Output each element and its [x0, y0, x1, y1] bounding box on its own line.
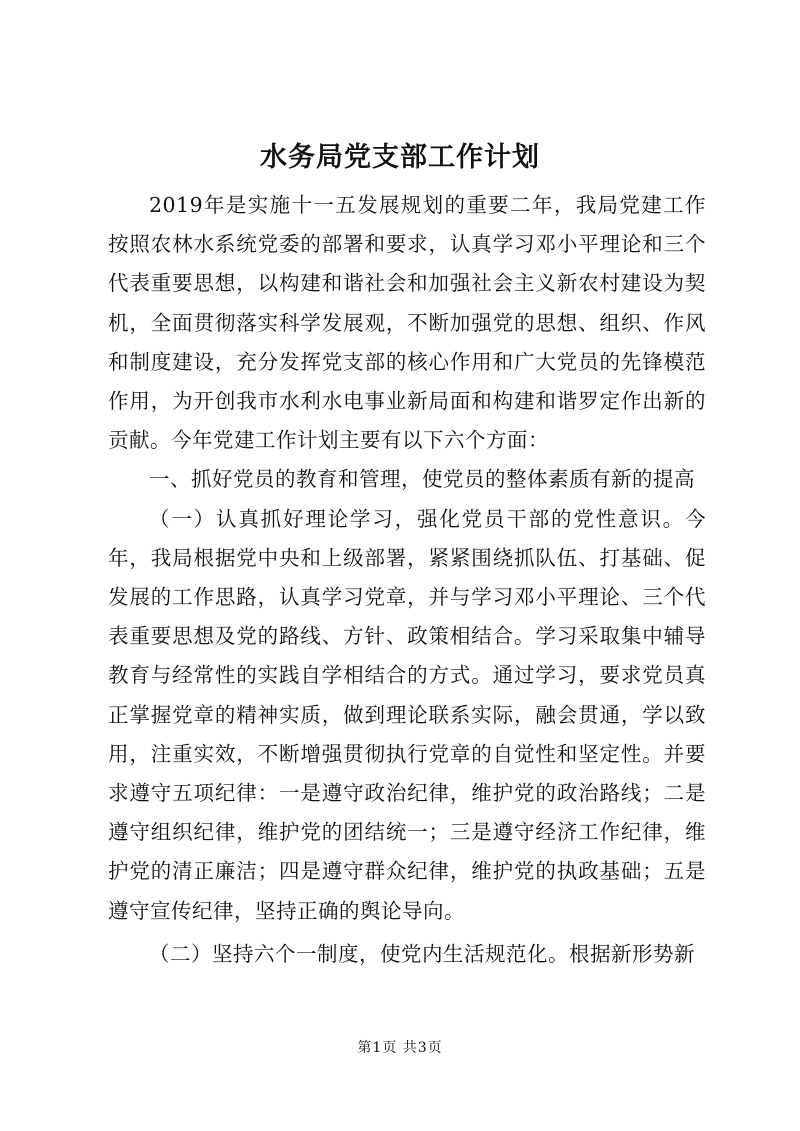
subsection-paragraph-1: （一）认真抓好理论学习，强化党员干部的党性意识。今年，我局根据党中央和上级部署，紧紧围绕抓队伍、打基础、促发展的工作思路，认真学习党章，并与学习邓小平理论、三个代表重要思想及党的路线、方针、政策相结合。学习采取集中辅导教育与经常性的实践自学相结合的方式。通过学习，要求党员真正掌握党章的精神实质，做到理论联系实际，融会贯通，学以致用，注重实效，不断增强贯彻执行党章的自觉性和坚定性。并要求遵守五项纪律：一是遵守政治纪律，维护党的政治路线；二是遵守组织纪律，维护党的团结统一；三是遵守经济工作纪律，维护党的清正廉洁；四是遵守群众纪律，维护党的执政基础；五是遵守宣传纪律，坚持正确的舆论导向。 — [108, 506, 706, 923]
page-number-footer: 第1页 共3页 — [357, 1040, 443, 1056]
intro-paragraph: 2019年是实施十一五发展规划的重要二年，我局党建工作按照农林水系统党委的部署和要求，认真学习邓小平理论和三个代表重要思想，以构建和谐社会和加强社会主义新农村建设为契机，全面贯彻落实科学发展观，不断加强党的思想、组织、作风和制度建设，充分发挥党支部的核心作用和广大党员的先锋模范作用，为开创我市水利水电事业新局面和构建和谐罗定作出新的贡献。今年党建工作计划主要有以下六个方面： — [108, 193, 706, 453]
document-title: 水务局党支部工作计划 — [260, 142, 540, 173]
document-body — [108, 186, 706, 974]
subsection-paragraph-2: （二）坚持六个一制度，使党内生活规范化。根据新形势新 — [149, 941, 695, 966]
section-heading: 一、抓好党员的教育和管理，使党员的整体素质有新的提高 — [149, 467, 695, 492]
